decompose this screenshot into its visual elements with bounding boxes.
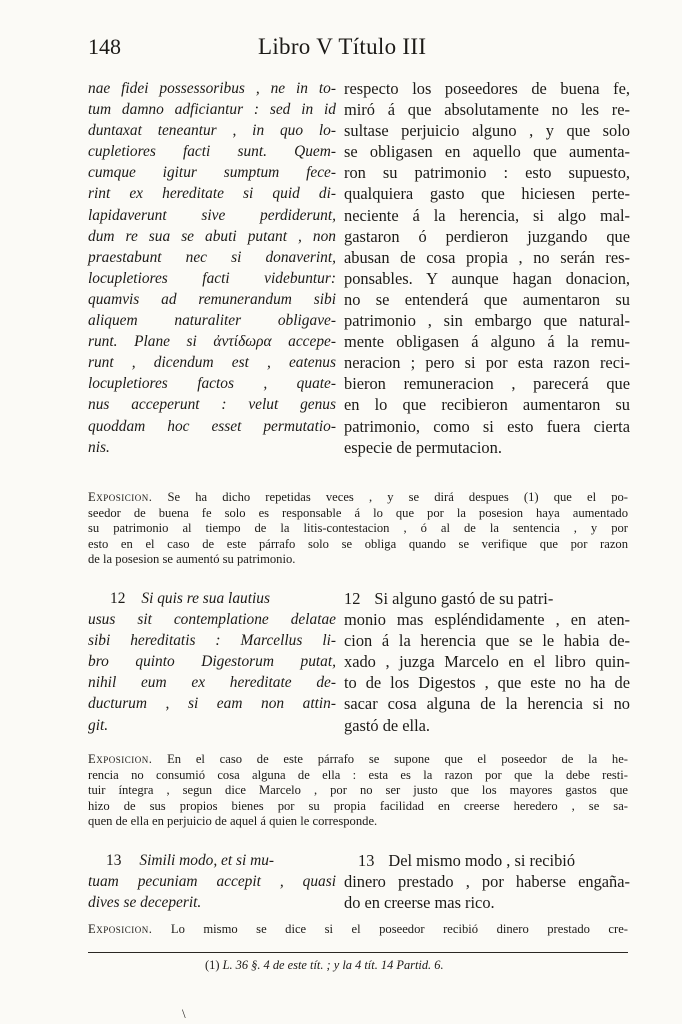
running-head: Libro V Título III xyxy=(258,34,427,59)
spanish-line: no se entenderá que aumentaron su xyxy=(344,289,630,309)
page-header xyxy=(88,34,628,64)
latin-line: dum re sua se abuti putant , non xyxy=(88,227,336,245)
spanish-line: bieron remuneracion , parecerá que xyxy=(344,374,630,394)
expo-line: tuir íntegra , segun dice Marcelo , por no ser justo que los mayores gastos que xyxy=(88,783,628,798)
exposicion-3 xyxy=(88,922,628,938)
expo-line: de la posesion se aumentó su patrimonio. xyxy=(88,552,296,567)
latin-line: lapidaverunt sive perdiderunt, xyxy=(88,206,336,224)
latin-line: nihil eum ex hereditate de- xyxy=(88,674,336,692)
latin-line: quoddam hoc esset permutatio- xyxy=(88,417,336,435)
spanish-line: ron su patrimonio : esto supuesto, xyxy=(344,163,630,183)
spanish-column-1 xyxy=(344,78,630,458)
footnote-ref-text: de este tít. ; y la 4 tít. 14 Partid. 6. xyxy=(272,958,444,972)
latin-column-1 xyxy=(88,78,336,458)
latin-text: Si quis re sua lautius xyxy=(141,590,270,607)
expo-line: hizo de sus propios bienes por su propia facilidad en creerse heredero , se sa- xyxy=(88,798,628,813)
latin-line: nae fidei possessoribus , ne in to- xyxy=(88,80,336,97)
latin-line: tum damno adficiantur : sed in id xyxy=(88,101,336,119)
expo-line: seedor de buena fe solo es responsable á lo que por la posesion haya aumentado xyxy=(88,505,628,520)
expo-label: Exposicion. xyxy=(88,922,153,936)
latin-line: locupletiores facti videbuntur: xyxy=(88,269,336,287)
footnote-ref: L. 36 §. 4 xyxy=(222,958,270,972)
latin-line: tuam pecuniam accepit , quasi xyxy=(88,873,336,891)
latin-line: nis. xyxy=(88,438,110,456)
latin-line xyxy=(88,588,336,609)
expo-text: Lo mismo se dice si el poseedor recibió dinero prestado cre- xyxy=(170,922,628,936)
spanish-line: respecto los poseedores de buena fe, xyxy=(344,79,630,98)
latin-line: bro quinto Digestorum putat, xyxy=(88,653,336,671)
latin-line: runt. Plane si ἀντίδωρα accepe- xyxy=(88,333,336,351)
latin-line: usus sit contemplatione delatae xyxy=(88,611,336,629)
spanish-line: qualquiera gasto que hiciesen perte- xyxy=(344,184,630,204)
latin-line: locupletiores factos , quate- xyxy=(88,375,336,393)
paragraph-number: 12 xyxy=(110,590,126,607)
latin-line: git. xyxy=(88,716,109,734)
spanish-line: mente obligasen á alguno á la remu- xyxy=(344,332,630,352)
expo-line: quen de ella en perjuicio de aquel á quien le corresponde. xyxy=(88,814,378,829)
expo-text: Se ha dicho repetidas veces , y se dirá despues (1) que el po- xyxy=(167,490,628,504)
latin-line: runt , dicendum est , eatenus xyxy=(88,354,336,372)
spanish-line: xado , juzga Marcelo en el libro quin- xyxy=(344,652,630,672)
expo-label: Exposicion. xyxy=(88,752,153,766)
footnote xyxy=(205,958,444,973)
spanish-line xyxy=(344,588,630,609)
latin-line: aliquem naturaliter obligave- xyxy=(88,312,336,330)
spanish-line: neciente á la herencia, si algo mal- xyxy=(344,205,630,225)
latin-line: ducturum , si eam non attin- xyxy=(88,695,336,713)
stray-mark: \ xyxy=(182,1006,186,1021)
spanish-line: patrimonio , sin embargo que natural- xyxy=(344,311,630,331)
spanish-line: especie de permutacion. xyxy=(344,437,502,457)
spanish-line: sacar cosa alguna de la herencia si no xyxy=(344,694,630,714)
latin-line: rint ex hereditate si quid di- xyxy=(88,185,336,203)
latin-line xyxy=(88,850,336,871)
spanish-line: gastaron ó perdieron juzgando que xyxy=(344,226,630,246)
spanish-line: se obligasen en aquello que aumenta- xyxy=(344,142,630,162)
spanish-line xyxy=(344,850,630,871)
spanish-line: ponsables. Y aunque hagan donacion, xyxy=(344,268,630,288)
latin-column-3 xyxy=(88,850,336,913)
expo-line xyxy=(88,922,628,938)
exposicion-1 xyxy=(88,490,628,568)
spanish-line: gastó de ella. xyxy=(344,715,431,735)
latin-line: sibi hereditatis : Marcellus li- xyxy=(88,632,336,650)
paragraph-number: 12 xyxy=(344,589,361,608)
spanish-line: cion á la herencia que se le habia de- xyxy=(344,631,630,651)
expo-line xyxy=(88,752,628,768)
spanish-line: sultase perjuicio alguno , y que solo xyxy=(344,121,630,141)
expo-line: esto en el caso de este párrafo solo se obliga quando se verifique que por razon xyxy=(88,536,628,551)
spanish-column-3 xyxy=(344,850,630,913)
latin-line: quamvis ad remunerandum sibi xyxy=(88,290,336,308)
spanish-line: en lo que recibieron aumentaron su xyxy=(344,395,630,415)
spanish-line: to de los Digestos , que este no ha de xyxy=(344,673,630,693)
spanish-text: Si alguno gastó de su patri- xyxy=(374,589,554,608)
exposicion-2 xyxy=(88,752,628,830)
latin-text: Simili modo, et si mu- xyxy=(139,852,275,869)
spanish-line: monio mas espléndidamente , en aten- xyxy=(344,610,630,630)
paragraph-number: 13 xyxy=(358,851,375,870)
spanish-column-2 xyxy=(344,588,630,736)
spanish-line: patrimonio, como si esto fuera cierta xyxy=(344,416,630,436)
expo-line: rencia no consumió cosa alguna de ella : esta es la razon por que la debe resti- xyxy=(88,767,628,782)
paragraph-number: 13 xyxy=(106,852,122,869)
expo-text: En el caso de este párrafo se supone que el poseedor de la he- xyxy=(167,752,628,766)
footnote-marker: (1) xyxy=(205,958,220,972)
expo-label: Exposicion. xyxy=(88,490,153,504)
spanish-line: miró á que absolutamente no les re- xyxy=(344,100,630,120)
latin-line: praestabunt nec si donaverint, xyxy=(88,248,336,266)
latin-line: cumque igitur sumptum fece- xyxy=(88,164,336,182)
latin-line: nus acceperunt : velut genus xyxy=(88,396,336,414)
latin-line: dives se deceperit. xyxy=(88,894,202,912)
spanish-line: neracion ; pero si por esta razon reci- xyxy=(344,353,630,373)
spanish-line: dinero prestado , por haberse engaña- xyxy=(344,872,630,892)
spanish-line: abusan de cosa propia , no serán res- xyxy=(344,247,630,267)
expo-line xyxy=(88,490,628,506)
expo-line: su patrimonio al tiempo de la litis-contestacion , ó al de la sentencia , y por xyxy=(88,521,628,536)
footnote-rule xyxy=(88,952,628,953)
latin-column-2 xyxy=(88,588,336,736)
latin-line: duntaxat teneantur , in quo lo- xyxy=(88,122,336,140)
spanish-text: Del mismo modo , si recibió xyxy=(388,851,576,870)
spanish-line: do en creerse mas rico. xyxy=(344,893,495,913)
latin-line: cupletiores facti sunt. Quem- xyxy=(88,143,336,161)
page-number: 148 xyxy=(88,34,121,59)
